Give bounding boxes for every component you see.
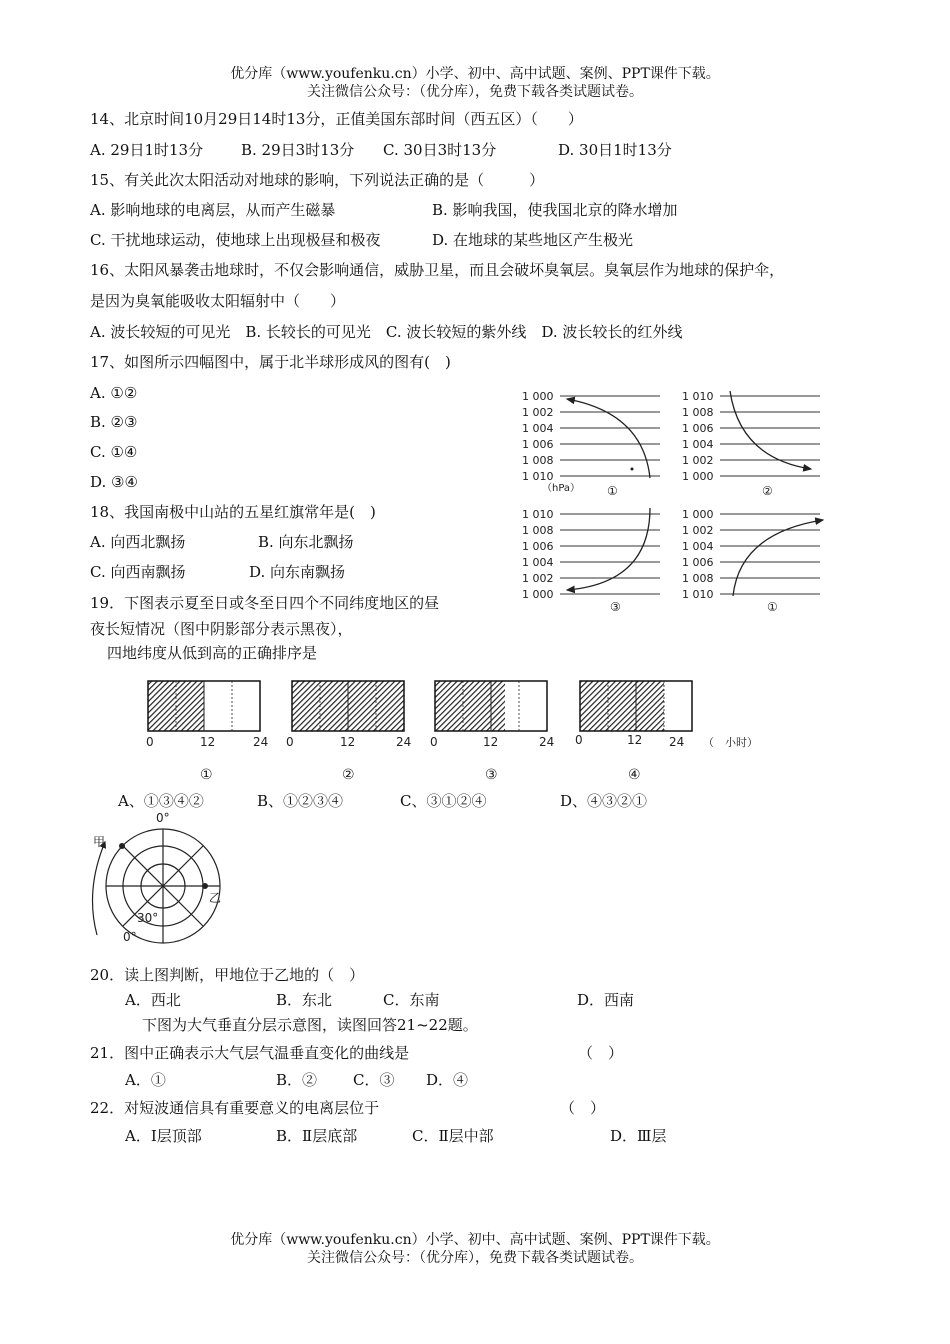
p2-label-3: 1 004 <box>682 438 714 451</box>
bar3-tick-12: 12 <box>483 735 499 749</box>
hours-unit: （ 小时） <box>703 736 758 749</box>
p4-label-3: 1 006 <box>682 556 714 569</box>
q20-option-d: D．西南 <box>577 991 635 1009</box>
footer-line-1: 优分库（www.youfenku.cn）小学、初中、高中试题、案例、PPT课件下载。 <box>230 1232 720 1248</box>
bar2-tick-0: 0 <box>286 735 294 749</box>
q18-option-c: C. 向西南飘扬 <box>90 563 186 581</box>
q19-option-b: B、①②③④ <box>257 792 344 810</box>
isobar-figure <box>515 383 830 615</box>
bar2-number: ② <box>342 767 355 783</box>
polar-bottom-label: 0° <box>123 930 137 944</box>
p1-label-5: 1 010 <box>522 470 554 483</box>
q22-option-a: A．Ⅰ层顶部 <box>125 1127 202 1145</box>
q17-option-b: B. ②③ <box>90 413 138 431</box>
q19-stem-3: 四地纬度从低到高的正确排序是 <box>107 644 318 662</box>
q17-option-c: C. ①④ <box>90 443 138 461</box>
q21-stem: 21．图中正确表示大气层气温垂直变化的曲线是 <box>90 1044 410 1062</box>
bar2-tick-24: 24 <box>396 735 412 749</box>
p1-label-4: 1 008 <box>522 454 554 467</box>
bar4-tick-12: 12 <box>627 733 643 747</box>
q15-option-c: C. 干扰地球运动，使地球上出现极昼和极夜 <box>90 231 381 249</box>
header-line-1: 优分库（www.youfenku.cn）小学、初中、高中试题、案例、PPT课件下载。 <box>230 66 720 82</box>
polar-jia-label: 甲 <box>93 835 106 849</box>
bar1-tick-12: 12 <box>200 735 216 749</box>
bar3-tick-24: 24 <box>539 735 555 749</box>
bar1-tick-24: 24 <box>253 735 269 749</box>
p3-label-2: 1 006 <box>522 540 554 553</box>
header-line-2: 关注微信公众号：（优分库），免费下载各类试题试卷。 <box>307 84 643 100</box>
q14-option-a: A. 29日1时13分 <box>90 141 204 159</box>
bar3-night <box>435 681 505 731</box>
p3-label-4: 1 002 <box>522 572 554 585</box>
p3-label-1: 1 008 <box>522 524 554 537</box>
q18-option-d: D. 向东南飘扬 <box>249 563 346 581</box>
polar-yi-label: 乙 <box>209 891 222 905</box>
p2-label-5: 1 000 <box>682 470 714 483</box>
p4-label-5: 1 010 <box>682 588 714 601</box>
q22-option-b: B．Ⅱ层底部 <box>276 1127 358 1145</box>
q17-option-d: D. ③④ <box>90 473 138 491</box>
q19-option-d: D、④③②① <box>560 792 648 810</box>
p4-label-1: 1 002 <box>682 524 714 537</box>
q21-option-d: D．④ <box>426 1071 469 1089</box>
q20-option-b: B．东北 <box>276 991 333 1009</box>
jia-point <box>119 843 125 849</box>
intro-21-22: 下图为大气垂直分层示意图，读图回答21~22题。 <box>142 1016 478 1034</box>
p1-unit: （hPa） <box>542 483 581 494</box>
p4-number: ① <box>767 600 778 614</box>
q19-stem-1: 19．下图表示夏至日或冬至日四个不同纬度地区的昼 <box>90 594 440 612</box>
p2-label-0: 1 010 <box>682 390 714 403</box>
p2-label-2: 1 006 <box>682 422 714 435</box>
p3-number: ③ <box>610 600 621 614</box>
q22-option-d: D．Ⅲ层 <box>610 1127 667 1145</box>
q15-stem: 15、有关此次太阳活动对地球的影响，下列说法正确的是（ ） <box>90 171 545 189</box>
q22-option-c: C．Ⅱ层中部 <box>412 1127 494 1145</box>
p2-number: ② <box>762 484 773 498</box>
bar4-night <box>580 681 664 731</box>
p4-label-0: 1 000 <box>682 508 714 521</box>
q16-options: A. 波长较短的可见光 B. 长较长的可见光 C. 波长较短的紫外线 D. 波长较长的红外线 <box>90 323 683 341</box>
p1-label-2: 1 004 <box>522 422 554 435</box>
q19-option-c: C、③①②④ <box>400 792 487 810</box>
bar1-number: ① <box>200 767 213 783</box>
q14-option-c: C. 30日3时13分 <box>383 141 497 159</box>
p3-label-5: 1 000 <box>522 588 554 601</box>
footer-line-2: 关注微信公众号：（优分库），免费下载各类试题试卷。 <box>307 1250 643 1266</box>
bar1-tick-0: 0 <box>146 735 154 749</box>
p2-label-4: 1 002 <box>682 454 714 467</box>
p1-label-0: 1 000 <box>522 390 554 403</box>
q20-stem: 20．读上图判断，甲地位于乙地的（ ） <box>90 966 365 984</box>
q14-option-b: B. 29日3时13分 <box>241 141 355 159</box>
q17-stem: 17、如图所示四幅图中，属于北半球形成风的图有( ) <box>90 353 451 371</box>
q15-option-b: B. 影响我国，使我国北京的降水增加 <box>432 201 678 219</box>
bar4-tick-0: 0 <box>575 733 583 747</box>
p4-label-2: 1 004 <box>682 540 714 553</box>
q21-paren: （ ） <box>578 1044 624 1062</box>
daynight-figure <box>140 675 760 785</box>
yi-point <box>202 883 208 889</box>
q20-option-c: C．东南 <box>383 991 440 1009</box>
q16-stem-1: 16、太阳风暴袭击地球时，不仅会影响通信，威胁卫星，而且会破坏臭氧层。臭氧层作为地球的保护伞， <box>90 261 785 279</box>
q19-stem-2: 夜长短情况（图中阴影部分表示黑夜）， <box>90 620 353 638</box>
bar3-tick-0: 0 <box>430 735 438 749</box>
q20-option-a: A．西北 <box>125 991 181 1009</box>
p3-label-0: 1 010 <box>522 508 554 521</box>
p1-label-3: 1 006 <box>522 438 554 451</box>
polar-lat-label: 30° <box>137 911 159 925</box>
q18-option-b: B. 向东北飘扬 <box>258 533 354 551</box>
polar-figure <box>85 810 235 948</box>
q22-paren: （ ） <box>560 1099 606 1117</box>
q16-stem-2: 是因为臭氧能吸收太阳辐射中（ ） <box>90 292 346 310</box>
q21-option-b: B．② <box>276 1071 318 1089</box>
q17-option-a: A. ①② <box>90 384 138 402</box>
p3-label-3: 1 004 <box>522 556 554 569</box>
q21-option-c: C．③ <box>353 1071 395 1089</box>
bar2-tick-12: 12 <box>340 735 356 749</box>
q14-stem: 14、北京时间10月29日14时13分，正值美国东部时间（西五区）（ ） <box>90 110 583 128</box>
p2-label-1: 1 008 <box>682 406 714 419</box>
q22-stem: 22．对短波通信具有重要意义的电离层位于 <box>90 1099 380 1117</box>
q15-option-d: D. 在地球的某些地区产生极光 <box>432 231 634 249</box>
q18-stem: 18、我国南极中山站的五星红旗常年是( ) <box>90 503 376 521</box>
p1-number: ① <box>607 484 618 498</box>
q19-option-a: A、①③④② <box>118 792 204 810</box>
bar4-number: ④ <box>628 767 641 783</box>
q14-option-d: D. 30日1时13分 <box>558 141 672 159</box>
q21-option-a: A．① <box>125 1071 166 1089</box>
p4-label-4: 1 008 <box>682 572 714 585</box>
p1-label-1: 1 002 <box>522 406 554 419</box>
bar3-number: ③ <box>485 767 498 783</box>
q15-option-a: A. 影响地球的电离层，从而产生磁暴 <box>90 201 336 219</box>
polar-top-label: 0° <box>156 811 170 825</box>
bar4-tick-24: 24 <box>669 735 685 749</box>
q18-option-a: A. 向西北飘扬 <box>90 533 186 551</box>
